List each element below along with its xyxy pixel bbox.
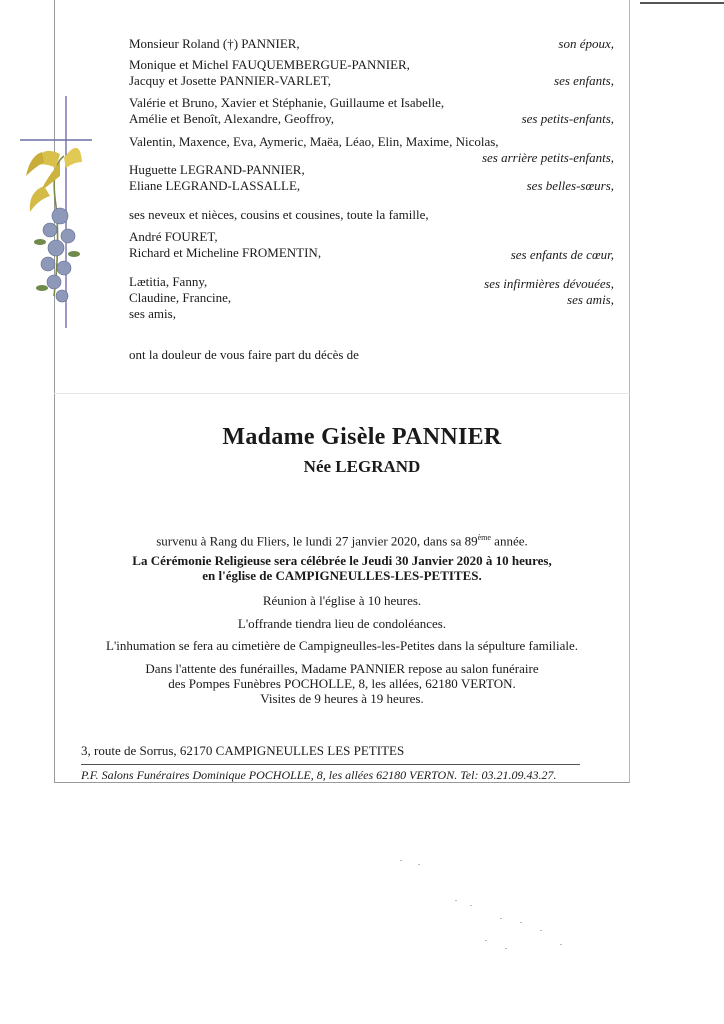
family-relation: ses petits-enfants,	[521, 111, 614, 126]
family-relation: ses amis,	[567, 292, 614, 307]
announcement-text: ont la douleur de vous faire part du décès de	[129, 347, 359, 362]
burial-text: L'inhumation se fera au cimetière de Campigneulles-les-Petites dans la sépulture familiale.	[106, 638, 578, 653]
cross-lily-icon	[20, 96, 92, 328]
family-line: Lætitia, Fanny,	[129, 274, 208, 289]
family-relation: ses infirmières dévouées,	[484, 276, 614, 291]
family-line: Eliane LEGRAND-LASSALLE,	[129, 178, 301, 193]
family-line: ses amis,	[129, 306, 176, 321]
family-line: ses neveux et nièces, cousins et cousines, toute la famille,	[129, 207, 429, 222]
death-details	[54, 530, 630, 548]
family-line: André FOURET,	[129, 229, 218, 244]
fold-line	[54, 393, 630, 394]
family-relation: son époux,	[558, 36, 614, 51]
rest-line-2: des Pompes Funèbres POCHOLLE, 8, les allées, 62180 VERTON.	[168, 676, 516, 691]
family-line: Monsieur Roland (†) PANNIER,	[129, 36, 300, 51]
ceremony-line-1: La Cérémonie Religieuse sera célébrée le Jeudi 30 Janvier 2020 à 10 heures,	[132, 553, 552, 568]
family-line: Valentin, Maxence, Eva, Aymeric, Maëa, Léao, Elin, Maxime, Nicolas,	[129, 134, 499, 149]
rest-line-3: Visites de 9 heures à 19 heures.	[260, 691, 424, 706]
rest-line-1: Dans l'attente des funérailles, Madame PANNIER repose au salon funéraire	[145, 661, 539, 676]
family-relation: ses enfants,	[554, 73, 614, 88]
family-line: Claudine, Francine,	[129, 290, 232, 305]
death-line-end: année.	[490, 533, 528, 549]
scan-edge-line	[640, 2, 724, 4]
maiden-name: Née LEGRAND	[303, 457, 421, 476]
family-line: Richard et Micheline FROMENTIN,	[129, 245, 322, 260]
deceased-name: Madame Gisèle PANNIER	[222, 424, 502, 450]
ceremony-line-2: en l'église de CAMPIGNEULLES-LES-PETITES.	[202, 568, 482, 583]
family-relation: ses arrière petits-enfants,	[481, 150, 614, 165]
family-relation: ses belles-sœurs,	[526, 178, 614, 193]
family-line: Valérie et Bruno, Xavier et Stéphanie, Guillaume et Isabelle,	[129, 95, 445, 110]
death-line-suffix: ème	[477, 533, 491, 542]
family-line: Huguette LEGRAND-PANNIER,	[129, 162, 305, 177]
family-line: Amélie et Benoît, Alexandre, Geoffroy,	[129, 111, 335, 126]
offering-text: L'offrande tiendra lieu de condoléances.	[237, 616, 447, 631]
family-line: Monique et Michel FAUQUEMBERGUE-PANNIER,	[129, 57, 410, 72]
reunion-text: Réunion à l'église à 10 heures.	[262, 593, 422, 608]
family-line: Jacquy et Josette PANNIER-VARLET,	[129, 73, 331, 88]
funeral-home-footer: P.F. Salons Funéraires Dominique POCHOLLE, 8, les allées 62180 VERTON. Tel: 03.21.09.43.27.	[81, 764, 580, 783]
death-line: survenu à Rang du Fliers, le lundi 27 janvier 2020, dans sa 89	[156, 533, 478, 549]
family-relation: ses enfants de cœur,	[510, 247, 614, 262]
family-address: 3, route de Sorrus, 62170 CAMPIGNEULLES LES PETITES	[81, 743, 405, 758]
